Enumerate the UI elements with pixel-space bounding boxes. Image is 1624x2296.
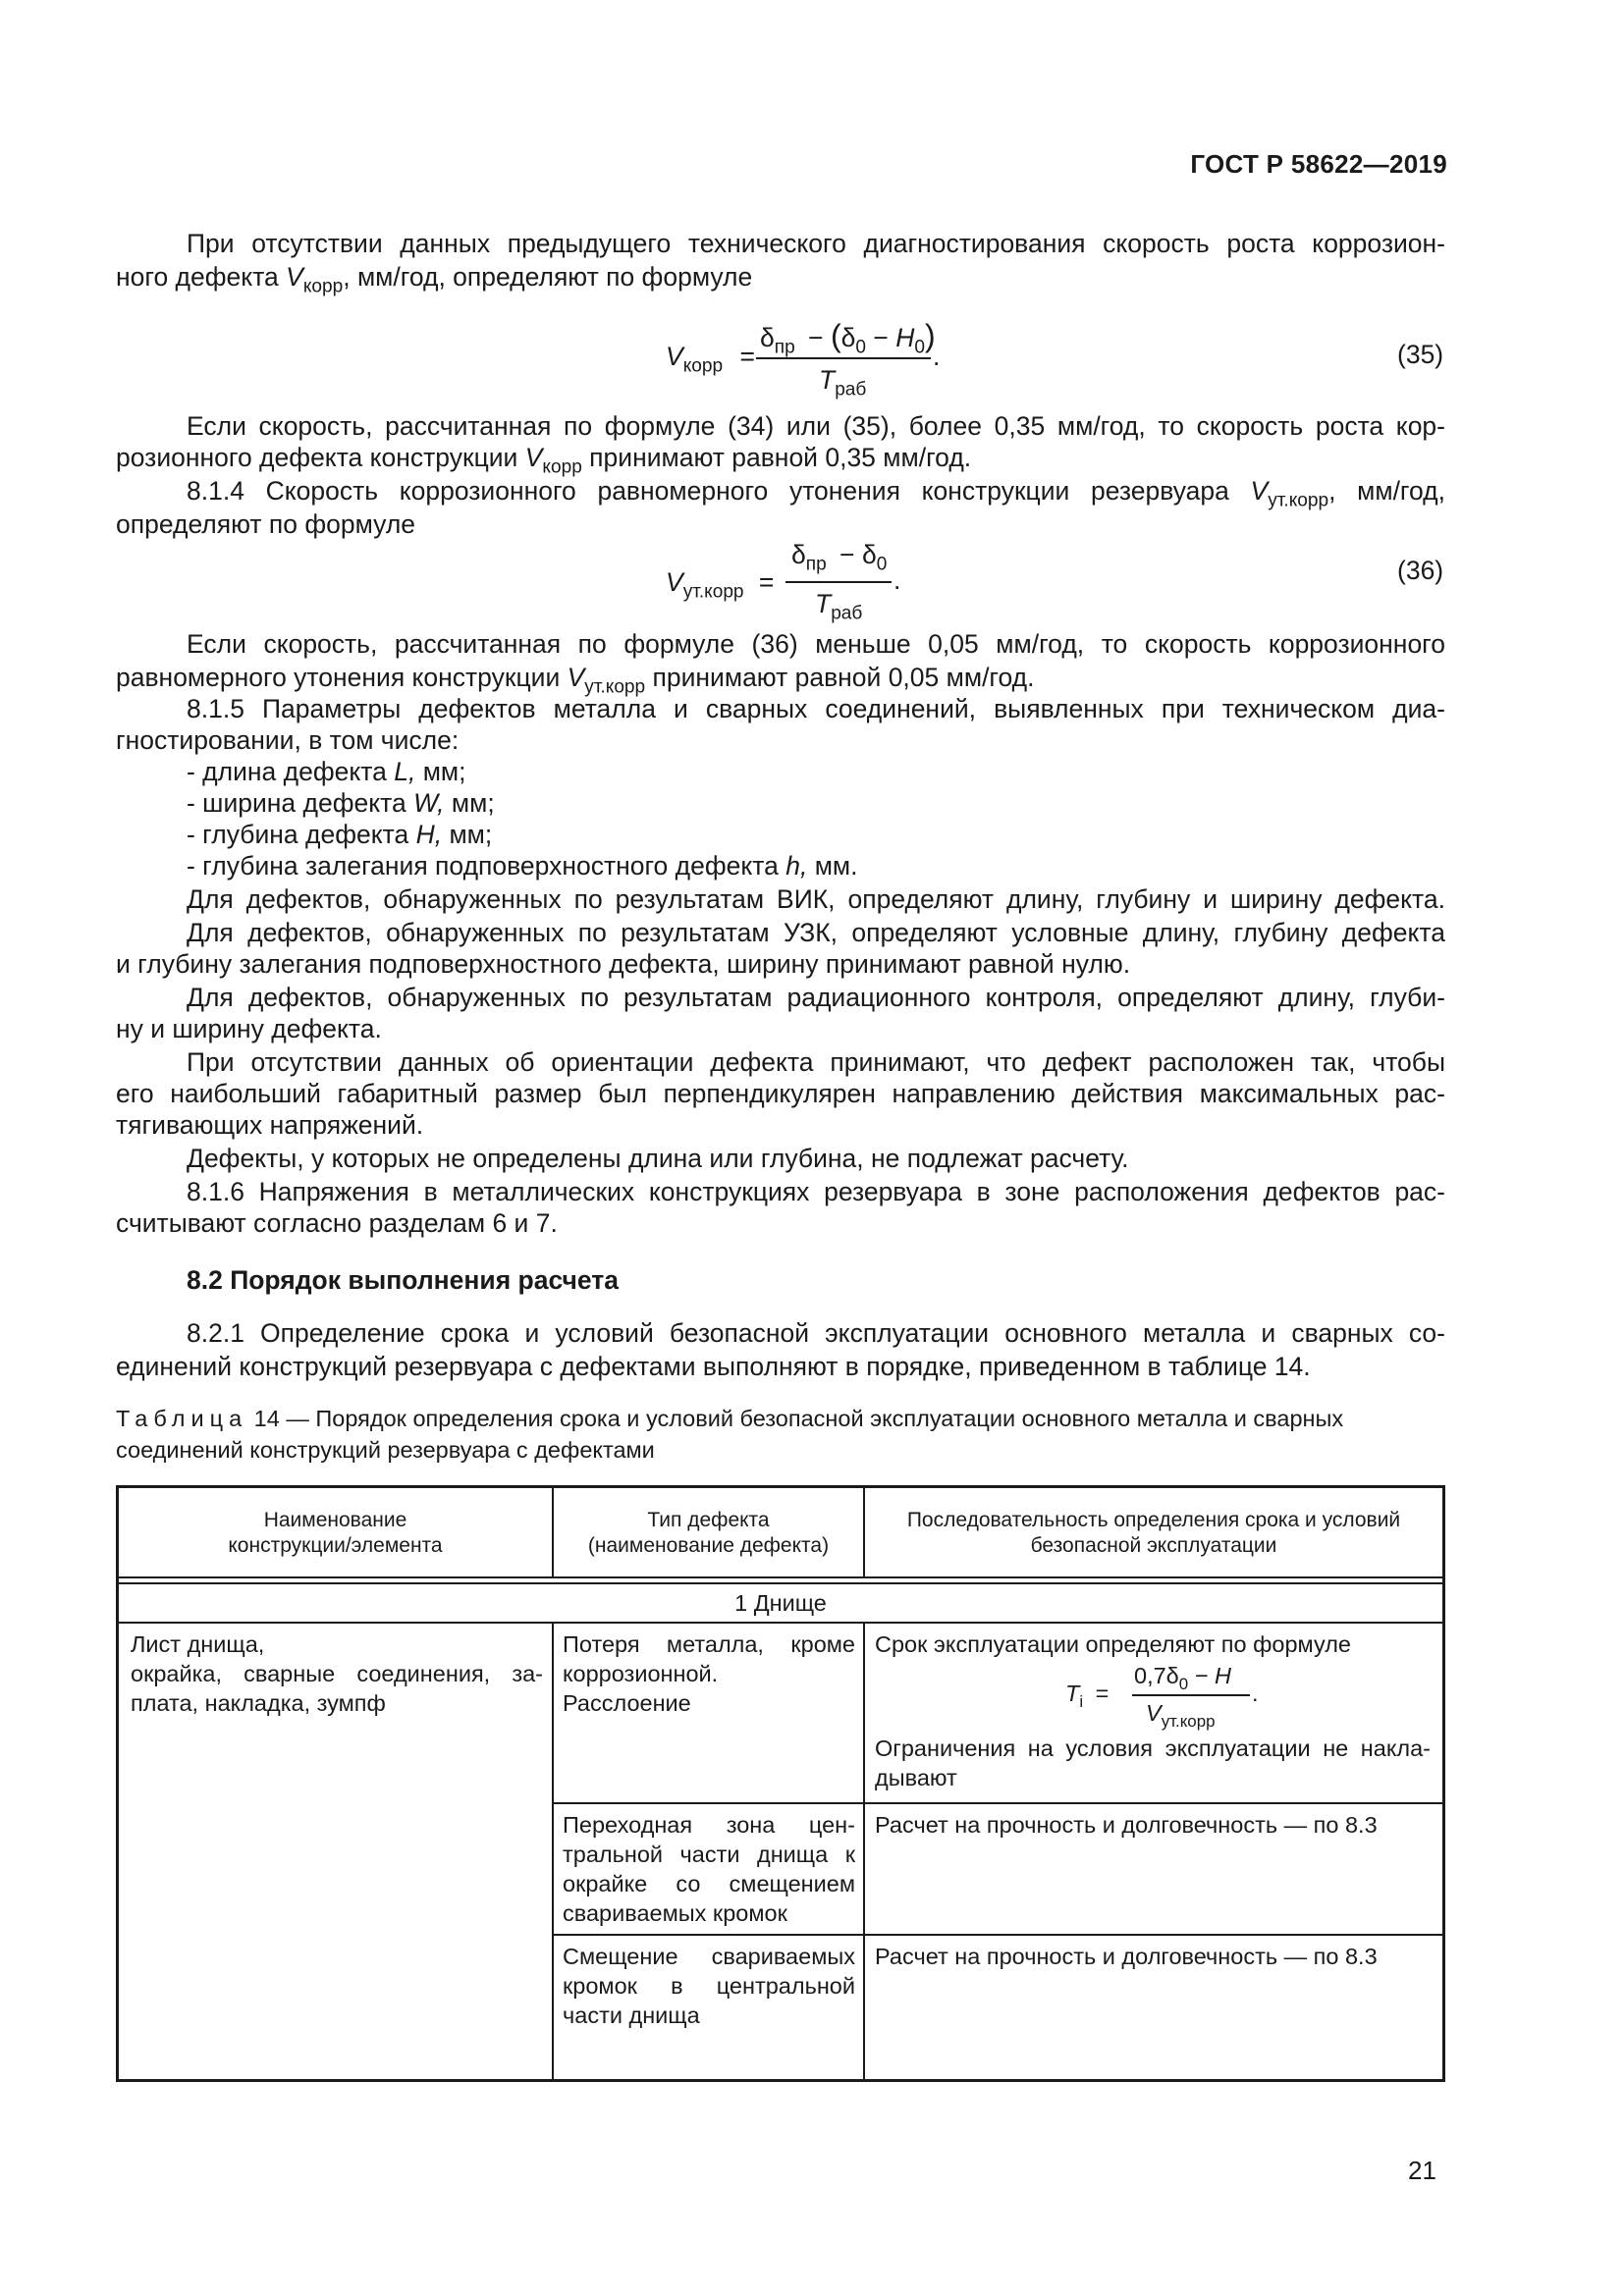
list-item: - глубина залегания подповерхностного дефекта h, мм. bbox=[187, 851, 858, 881]
table-header-element: Наименование конструкции/элемента bbox=[228, 1509, 443, 1557]
table-divider bbox=[863, 1622, 865, 2079]
formula-35: $V_{корр}$ = $\delta_{пр} - (\delta_0 - H_0)$ . $T_{раб}$ bbox=[666, 318, 941, 400]
section-heading: 8.2 Порядок выполнения расчета bbox=[187, 1265, 619, 1295]
list-item: - ширина дефекта W, мм; bbox=[187, 788, 495, 818]
equation-number-35: (35) bbox=[1397, 340, 1444, 369]
table-cell-defect-type: Переходная зона цен- тральной части днища к окрайке со смещением свариваемых кромок bbox=[563, 1812, 855, 1926]
table-cell-defect-type: Потеря металла, кроме коррозионной. Расслоение bbox=[563, 1631, 855, 1716]
paragraph-line: его наибольший габаритный размер был перпендикулярен направлению действия максимальных рас- bbox=[116, 1079, 1445, 1108]
table-divider bbox=[119, 1582, 1442, 1584]
paragraph-line: При отсутствии данных об ориентации дефекта принимают, что дефект расположен так, чтобы bbox=[187, 1047, 1445, 1077]
paragraph-line: Для дефектов, обнаруженных по результатам УЗК, определяют условные длину, глубину дефекта bbox=[187, 918, 1445, 947]
list-item: - длина дефекта L, мм; bbox=[187, 757, 466, 786]
table-header-procedure: Последовательность определения срока и условий безопасной эксплуатации bbox=[906, 1509, 1401, 1557]
fraction-bar bbox=[756, 357, 931, 359]
table-caption: соединений конструкций резервуара с дефектами bbox=[116, 1437, 655, 1463]
table-group-label: 1 Днище bbox=[734, 1590, 827, 1616]
table-cell-element: Лист днища, окрайка, сварные соединения, за- плата, накладка, зумпф bbox=[131, 1631, 543, 1716]
table-caption: Таблица 14 — Порядок определения срока и условий безопасной эксплуатации основного металла и сварных bbox=[116, 1406, 1344, 1431]
document-standard-id: ГОСТ Р 58622—2019 bbox=[1190, 149, 1447, 179]
equation-number-36: (36) bbox=[1397, 556, 1444, 585]
table-divider bbox=[552, 1622, 554, 2079]
paragraph-line: ну и ширину дефекта. bbox=[116, 1014, 382, 1043]
formula-36-denominator: $T_{раб}$ bbox=[815, 589, 863, 624]
formula-35-denominator: $T_{раб}$ bbox=[819, 365, 867, 400]
table-cell-procedure: Срок эксплуатации определяют по формуле $T_i$ = $0,7\delta_0 - H$ . $V_{ут.корр}$ Ограничения на условия эксплуатации не накла- дывают bbox=[875, 1631, 1431, 1790]
formula-36-numerator: $\delta_{пр} - \delta_0$ bbox=[791, 540, 888, 575]
paragraph-line: Если скорость, рассчитанная по формуле (36) меньше 0,05 мм/год, то скорость коррозионного bbox=[187, 629, 1445, 659]
paragraph-line: гностировании, в том числе: bbox=[116, 725, 460, 755]
paragraph-line: ного дефекта $V_{корр}$, мм/год, определяют по формуле bbox=[116, 262, 753, 297]
formula-36: $V_{ут.корр}$ = $\delta_{пр} - \delta_0$ . $T_{раб}$ bbox=[666, 540, 901, 624]
paragraph-line: тягивающих напряжений. bbox=[116, 1110, 424, 1140]
paragraph-line: единений конструкций резервуара с дефектами выполняют в порядке, приведенном в таблице 14. bbox=[116, 1352, 1311, 1381]
paragraph-line: При отсутствии данных предыдущего технического диагностирования скорость роста коррозион- bbox=[187, 229, 1445, 258]
fraction-bar bbox=[1132, 1694, 1250, 1696]
table-divider bbox=[552, 1802, 1442, 1804]
list-item: - глубина дефекта H, мм; bbox=[187, 820, 493, 849]
table-divider bbox=[552, 1934, 1442, 1936]
table-cell-procedure: Расчет на прочность и долговечность — по 8.3 bbox=[875, 1812, 1378, 1838]
table-divider bbox=[119, 1576, 1442, 1578]
paragraph-line: и глубину залегания подповерхностного дефекта, ширину принимают равной нулю. bbox=[116, 949, 1131, 979]
paragraph-line: 8.1.5 Параметры дефектов металла и сварных соединений, выявленных при техническом диа- bbox=[187, 694, 1445, 723]
table-cell-defect-type: Смещение свариваемых кромок в центральной части днища bbox=[563, 1944, 855, 2028]
formula-35-numerator: $\delta_{пр} - (\delta_0 - H_0)$ bbox=[760, 318, 936, 358]
paragraph-line: Дефекты, у которых не определены длина или глубина, не подлежат расчету. bbox=[187, 1144, 1129, 1173]
table-cell-procedure: Расчет на прочность и долговечность — по 8.3 bbox=[875, 1944, 1378, 1969]
paragraph-line: 8.1.6 Напряжения в металлических конструкциях резервуара в зоне расположения дефектов рас- bbox=[187, 1177, 1445, 1206]
paragraph-line: 8.2.1 Определение срока и условий безопасной эксплуатации основного металла и сварных со- bbox=[187, 1318, 1445, 1348]
defects-table bbox=[116, 1485, 1445, 2082]
table-divider bbox=[119, 1622, 1442, 1624]
paragraph-line: считывают согласно разделам 6 и 7. bbox=[116, 1208, 558, 1238]
paragraph-line: 8.1.4 Скорость коррозионного равномерного утонения конструкции резервуара $V_{ут.корр}$, мм/год, bbox=[187, 476, 1445, 511]
paragraph-line: Для дефектов, обнаруженных по результатам радиационного контроля, определяют длину, глуби- bbox=[187, 983, 1445, 1012]
table-header-defect-type: Тип дефекта (наименование дефекта) bbox=[587, 1509, 830, 1557]
paragraph-line: розионного дефекта конструкции $V_{корр}$ принимают равной 0,35 мм/год. bbox=[116, 443, 972, 478]
formula-ti: $T_i$ = $0,7\delta_0 - H$ . $V_{ут.корр}$ bbox=[1065, 1663, 1259, 1731]
page-number: 21 bbox=[1408, 2156, 1436, 2185]
paragraph-line: Для дефектов, обнаруженных по результатам ВИК, определяют длину, глубину и ширину дефекта. bbox=[187, 884, 1445, 914]
fraction-bar bbox=[785, 581, 892, 583]
paragraph-line: определяют по формуле bbox=[116, 509, 416, 539]
paragraph-line: равномерного утонения конструкции $V_{ут.корр}$ принимают равной 0,05 мм/год. bbox=[116, 663, 1035, 698]
paragraph-line: Если скорость, рассчитанная по формуле (34) или (35), более 0,35 мм/год, то скорость роста кор- bbox=[187, 411, 1445, 441]
